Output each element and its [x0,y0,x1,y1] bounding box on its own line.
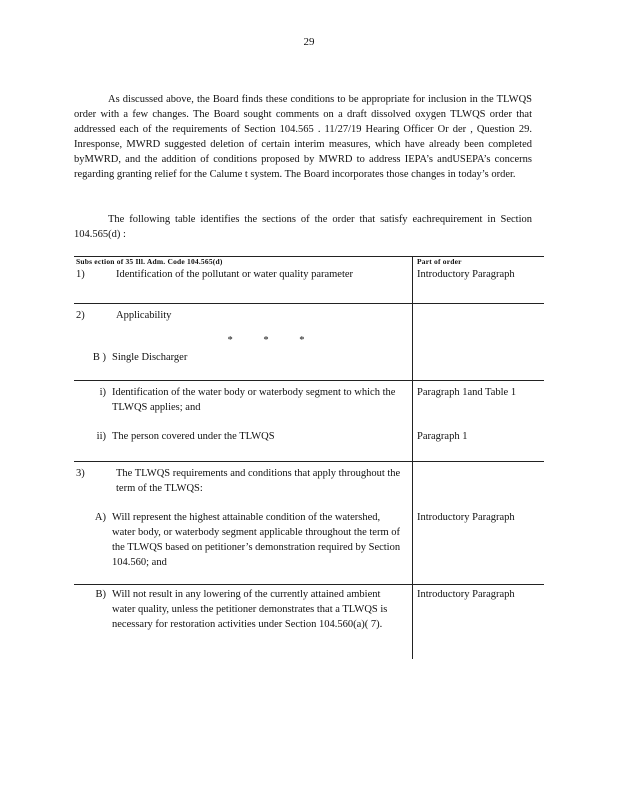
requirement-text: The person covered under the TLWQS [112,431,275,442]
row-number: i) [99,387,106,398]
table-row [74,257,544,304]
order-part: Introductory Paragraph [417,589,515,600]
order-part: Introductory Paragraph [417,269,515,280]
row-number: A) [94,512,106,523]
requirement-text: Will not result in any lowering of the currently attained ambient water quality, unless the petitioner demonstrates that a TLWQS is necessary for restoration activities under Section 104.560(a)( 7). [112,589,388,630]
table-row [74,304,544,381]
table-row [74,462,544,585]
requirement-text: Identification of the pollutant or water quality parameter [116,269,354,280]
order-part: Introductory Paragraph [417,512,515,523]
requirements-table [74,256,544,659]
requirement-text: Identification of the water body or waterbody segment to which the TLWQS applies; and [112,387,396,413]
row-number: 2) [76,310,85,321]
requirement-text: The TLWQS requirements and conditions that apply throughout the term of the TLWQS: [116,468,401,494]
order-part: Paragraph 1 [417,431,468,442]
row-number: ii) [96,431,106,442]
paragraph-discussion: As discussed above, the Board finds these conditions to be appropriate for inclusion in the TLWQS order with a few changes. The Board sought comments on a draft dissolved oxygen TLWQS order that addressed each of the requirements of Section 104.565 . 11/27/19 Hearing Officer Or der , Question 29. Inresponse, MWRD suggested deletion of certain interim measures, which have already been completed byMWRD, and the addition of conditions proposed by MWRD to address IEPA’s andUSEPA’s concerns regarding granting relief for the Calume t system. The Board incorporates those changes in today’s order. [74,94,532,180]
table-row [74,585,544,660]
order-part: Paragraph 1and Table 1 [417,387,517,398]
omission-stars: * * * [227,335,319,346]
requirement-text: Applicability [116,310,172,321]
requirement-text: Will represent the highest attainable condition of the watershed, water body, or waterbody segment applicable throughout the term of the TLWQS based on petitioner’s demonstration required by Section 104.560; and [112,512,401,568]
table-row [74,381,544,462]
row-number: 3) [76,468,85,479]
paragraph-table-intro: The following table identifies the sections of the order that satisfy eachrequirement in Section 104.565(d) : [74,214,532,240]
page-number: 29 [303,36,315,48]
row-number: B ) [92,352,106,363]
table-header-subsection: Subs ection of 35 Ill. Adm. Code 104.565(d) [76,257,223,266]
requirement-text: Single Discharger [112,352,188,363]
row-number: 1) [76,269,85,280]
row-number: B) [95,589,106,600]
table-header-part: Part of order [417,257,462,266]
